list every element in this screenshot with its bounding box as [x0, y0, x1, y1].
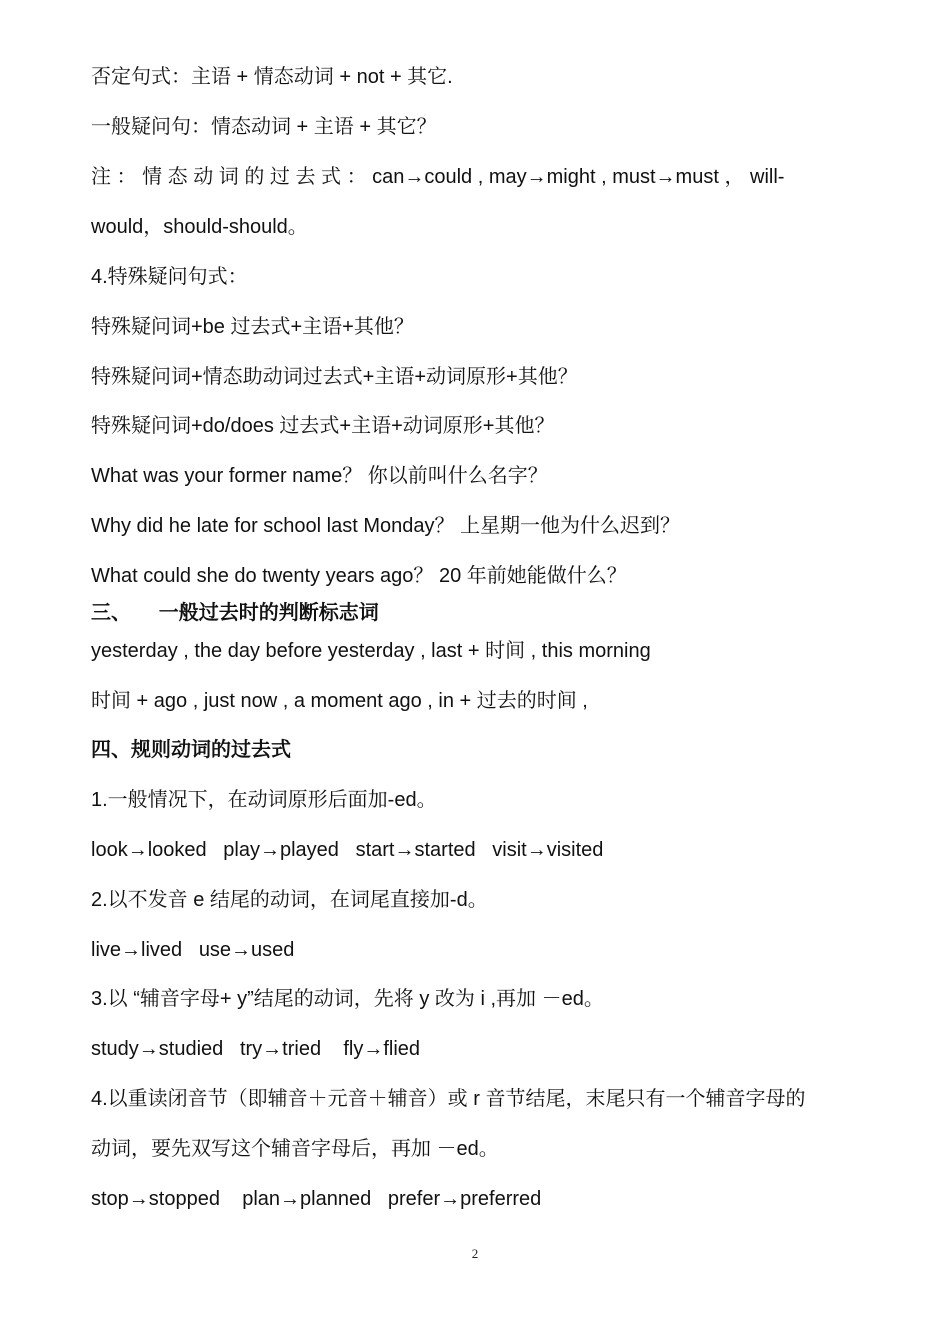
page-number: 2 [471, 1246, 479, 1261]
rule-3-examples: study→studied try→tried fly→flied [91, 1038, 421, 1060]
rule-4-text: 4.以重读闭音节（即辅音＋元音＋辅音）或 r 音节结尾，末尾只有一个辅音字母的 [91, 1088, 806, 1110]
special-question-pattern-modal: 特殊疑问词+情态助动词过去式+主语+动词原形+其他？ [91, 366, 578, 388]
rule-1-examples: look→looked play→played start→started visit→visited [91, 839, 604, 861]
example-sentence-3: What could she do twenty years ago？ 20 年前她能做什么？ [91, 565, 627, 587]
section-4-heading: 四、规则动词的过去式 [91, 739, 291, 761]
rule-2-examples: live→lived use→used [91, 939, 295, 961]
general-question-line: 一般疑问句：情态动词 + 主语 + 其它？ [91, 116, 437, 138]
special-question-pattern-be: 特殊疑问词+be 过去式+主语+其他？ [91, 316, 414, 338]
example-sentence-1: What was your former name？ 你以前叫什么名字？ [91, 465, 548, 487]
section-3-heading: 三、 一般过去时的判断标志词 [91, 602, 379, 624]
note-modal-past-continued: would，should-should。 [91, 216, 308, 238]
rule-2-text: 2.以不发音 e 结尾的动词，在词尾直接加-d。 [91, 889, 488, 911]
time-markers-line-1: yesterday , the day before yesterday , last + 时间 , this morning [91, 640, 651, 662]
rule-1-text: 1.一般情况下，在动词原形后面加-ed。 [91, 789, 437, 811]
special-question-heading: 4.特殊疑问句式： [91, 266, 248, 288]
rule-4-examples: stop→stopped plan→planned prefer→preferred [91, 1188, 542, 1210]
note-modal-past-line: 注 ： 情 态 动 词 的 过 去 式 ： can→could , may→might , must→must ， will- [91, 166, 785, 188]
time-markers-line-2: 时间 + ago , just now , a moment ago , in + 过去的时间 , [91, 690, 588, 712]
negative-form-line: 否定句式：主语 + 情态动词 + not + 其它. [91, 66, 453, 88]
rule-4-text-continued: 动词，要先双写这个辅音字母后，再加 －ed。 [91, 1138, 499, 1160]
special-question-pattern-do: 特殊疑问词+do/does 过去式+主语+动词原形+其他？ [91, 415, 555, 437]
example-sentence-2: Why did he late for school last Monday？ 上星期一他为什么迟到？ [91, 515, 681, 537]
rule-3-text: 3.以 “辅音字母+ y”结尾的动词，先将 y 改为 i ,再加 －ed。 [91, 988, 604, 1010]
